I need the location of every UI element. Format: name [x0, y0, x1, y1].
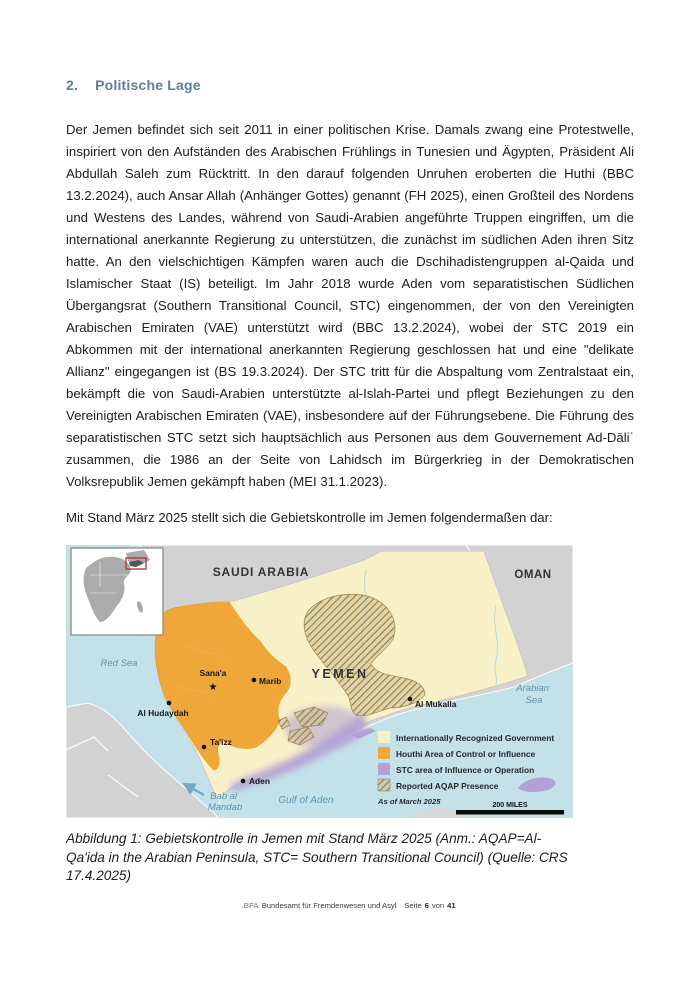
- footer-page-number: 6: [424, 901, 429, 910]
- city-dot-al-mukalla: [408, 697, 413, 702]
- legend-swatch-aqap: [378, 779, 390, 791]
- city-dot-taizz: [202, 745, 207, 750]
- legend-label-houthi: Houthi Area of Control or Influence: [396, 749, 536, 759]
- map-label-yemen: YEMEN: [311, 667, 369, 681]
- map-label-gulf-of-aden: Gulf of Aden: [278, 795, 334, 806]
- legend-label-irg: Internationally Recognized Government: [396, 733, 555, 743]
- page-footer: [0, 901, 700, 910]
- map-label-bab-al-mandab: Bab al Mandab: [207, 791, 243, 813]
- section-heading: [66, 77, 634, 93]
- city-dot-aden: [241, 779, 246, 784]
- yemen-control-map: [66, 545, 573, 818]
- city-label-al-mukalla: Al Mukalla: [415, 699, 457, 709]
- legend-as-of-date: As of March 2025: [378, 797, 441, 806]
- section-title: Politische Lage: [95, 77, 201, 93]
- legend-swatch-houthi: [378, 747, 390, 759]
- map-label-red-sea: Red Sea: [100, 658, 138, 669]
- city-label-sanaa: Sana'a: [199, 668, 227, 678]
- city-label-taizz: Ta'izz: [210, 737, 232, 747]
- map-label-arabian-sea: Arabian Sea: [516, 683, 550, 706]
- legend-swatch-stc: [378, 763, 390, 775]
- city-label-al-hudaydah: Al Hudaydah: [137, 708, 189, 718]
- city-label-aden: Aden: [249, 776, 270, 786]
- body-paragraph: Der Jemen befindet sich seit 2011 in einer politischen Krise. Damals zwang eine Protestwelle, inspiriert von den Aufständen des Arabischen Frühlings in Tunesien und Ägypten, Präsident Ali Abdullah Saleh zum Rücktritt. In den darauf folgenden Unruhen eroberten die Huthi (BBC 13.2.2024), auch Ansar Allah (Anhänger Gottes) genannt (FH 2025), einen Großteil des Nordens und Westens des Landes, während von Saudi-Arabien angeführte Truppen eingriffen, um die international anerkannte Regierung zu unterstützen, die zunächst im südlichen Aden ihren Sitz hatte. An den vielschichtigen Kämpfen waren auch die Dschihadistengruppen al-Qaida und Islamischer Staat (IS) beteiligt. Im Jahr 2018 wurde Aden vom separatistischen Südlichen Übergangsrat (Southern Transitional Council, STC) eingenommen, der von den Vereinigten Arabischen Emiraten (VAE) unterstützt wird (BBC 13.2.2024), wobei der STC 2019 ein Abkommen mit der international anerkannten Regierung geschlossen hat und eine "delikate Allianz" eingegangen ist (BS 19.3.2024). Der STC tritt für die Abspaltung vom Zentralstaat ein, bekämpft die von Saudi-Arabien unterstützte al-Islah-Partei und pflegt Beziehungen zu den Vereinigten Arabischen Emiraten (VAE), insbesondere auf der Führungsebene. Die Führung des separatistischen STC setzt sich hauptsächlich aus Personen aus dem Gouvernement Ad-Dāliʿ zusammen, die 1986 an der Seite von Lahidsch im Bürgerkrieg in der Demokratischen Volksrepublik Jemen gekämpft haben (MEI 31.1.2023).: [66, 122, 634, 489]
- page-content: [0, 77, 700, 886]
- legend-label-stc: STC area of Influence or Operation: [396, 765, 535, 775]
- capital-star-icon: ★: [208, 682, 218, 693]
- city-label-marib: Marib: [259, 676, 282, 686]
- legend-label-aqap: Reported AQAP Presence: [396, 781, 499, 791]
- footer-page-word: Seite: [404, 901, 422, 910]
- map-label-saudi-arabia: SAUDI ARABIA: [212, 565, 310, 579]
- footer-org-name: Bundesamt für Fremdenwesen und Asyl: [261, 901, 397, 910]
- scale-bar: [456, 810, 564, 815]
- inset-locator-map: [71, 548, 163, 635]
- bfa-logo: .BFA: [241, 901, 259, 910]
- map-label-oman: OMAN: [514, 569, 552, 581]
- footer-total-pages: 41: [447, 901, 456, 910]
- city-dot-al-hudaydah: [167, 701, 172, 706]
- city-dot-marib: [252, 678, 257, 683]
- legend-swatch-irg: [378, 731, 390, 743]
- section-number: 2.: [66, 77, 79, 93]
- intro-map-paragraph: Mit Stand März 2025 stellt sich die Gebietskontrolle im Jemen folgendermaßen dar:: [66, 510, 553, 525]
- figure-caption: Abbildung 1: Gebietskontrolle in Jemen mit Stand März 2025 (Anm.: AQAP=Al-Qa'ida in the Arabian Peninsula, STC= Southern Transitional Council) (Quelle: CRS 17.4.2025): [66, 831, 568, 883]
- scale-bar-label: 200 MILES: [492, 802, 528, 809]
- footer-of-word: von: [431, 901, 445, 910]
